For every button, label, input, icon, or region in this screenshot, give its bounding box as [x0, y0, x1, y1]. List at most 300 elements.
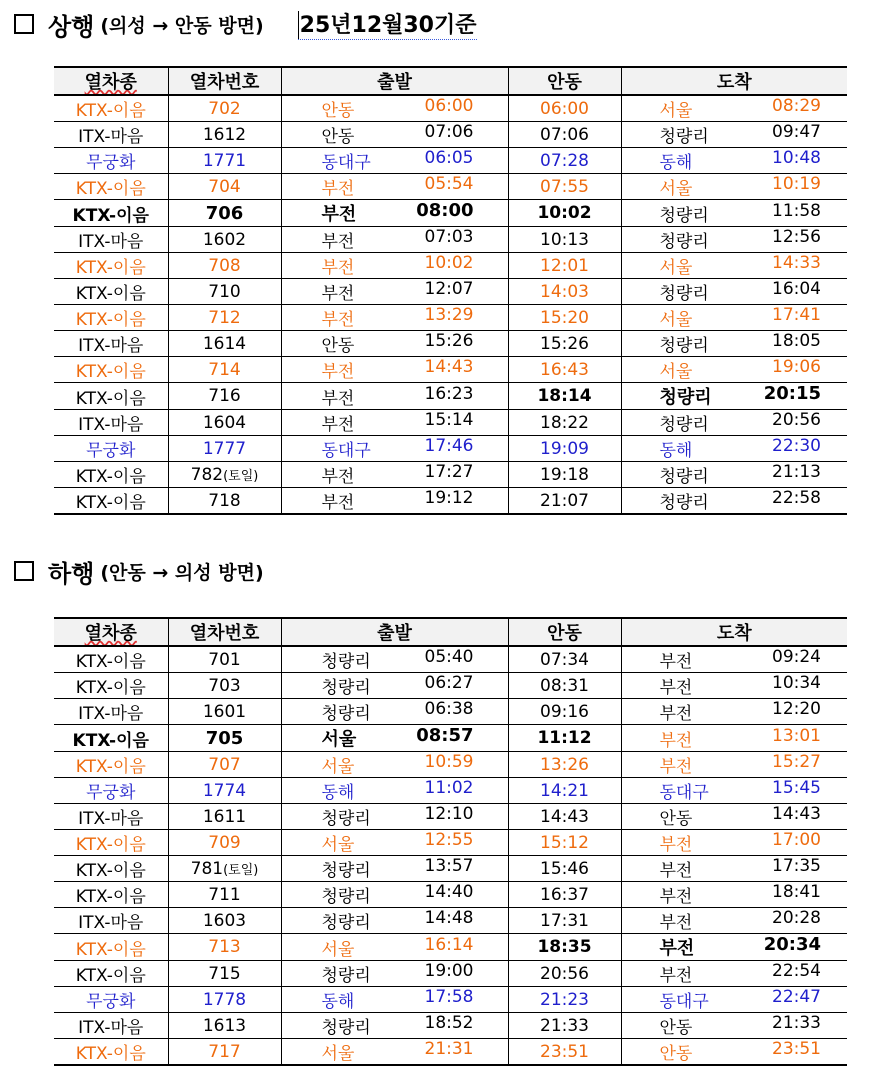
table-row: [54, 174, 847, 200]
table-row: [54, 856, 847, 882]
arrival-time: 15:27: [772, 752, 821, 772]
cell-departure: [281, 305, 508, 331]
departure-station: 서울: [321, 757, 355, 777]
cell-arrival: [621, 882, 847, 908]
table-row: [54, 253, 847, 279]
cell-train-type: ITX-마음: [54, 410, 168, 436]
departure-station: 부전: [321, 362, 355, 382]
table-row: [54, 908, 847, 934]
cell-departure: [281, 778, 508, 804]
table-row: [54, 699, 847, 725]
departure-station: 서울: [321, 729, 357, 750]
cell-andong-time: 14:43: [508, 804, 621, 830]
cell-andong-time: 19:18: [508, 462, 621, 488]
cell-departure: [281, 830, 508, 856]
departure-time: 12:55: [424, 830, 474, 850]
arrival-time: 22:58: [772, 488, 821, 508]
cell-arrival: [621, 331, 847, 357]
train-number: 1774: [202, 780, 247, 801]
cell-departure: [281, 357, 508, 383]
cell-train-type: KTX-이음: [54, 856, 168, 882]
train-number: 1611: [202, 806, 247, 827]
cell-train-number: [168, 331, 281, 357]
train-number: 713: [208, 937, 241, 957]
train-number: 714: [208, 359, 241, 380]
cell-train-type: KTX-이음: [54, 673, 168, 699]
table-row: [54, 148, 847, 174]
cell-train-number: [168, 436, 281, 462]
cell-departure: [281, 488, 508, 515]
arrival-time: 20:28: [772, 908, 821, 928]
train-number: 704: [208, 176, 241, 197]
arrival-station: 동해: [659, 441, 693, 461]
arrival-station: 청량리: [659, 467, 709, 487]
cell-andong-time: 07:28: [508, 148, 621, 174]
arrival-station: 서울: [659, 258, 693, 278]
arrival-time: 19:06: [772, 357, 821, 377]
table-row: [54, 227, 847, 253]
departure-station: 서울: [321, 1044, 355, 1064]
down-timetable: [54, 617, 847, 1066]
checkbox-square-icon: [14, 561, 34, 581]
table-row: [54, 1039, 847, 1066]
departure-station: 동대구: [321, 441, 371, 461]
cell-andong-time: 17:31: [508, 908, 621, 934]
cell-andong-time: 19:09: [508, 436, 621, 462]
train-number: 703: [208, 675, 241, 696]
train-number: 1614: [202, 333, 247, 354]
arrival-station: 부전: [659, 887, 693, 907]
train-number: 711: [208, 884, 241, 905]
down-title: 하행: [48, 559, 95, 588]
cell-arrival: [621, 148, 847, 174]
departure-station: 안동: [321, 127, 355, 147]
cell-departure: [281, 1039, 508, 1066]
cell-train-type: KTX-이음: [54, 488, 168, 515]
cell-andong-time: 13:26: [508, 752, 621, 778]
departure-time: 06:05: [424, 148, 474, 168]
departure-time: 07:06: [424, 122, 474, 142]
departure-station: 청량리: [321, 913, 371, 933]
cell-train-type: KTX-이음: [54, 95, 168, 122]
table-row: [54, 673, 847, 699]
departure-time: 12:07: [424, 279, 474, 299]
reference-date: 25년12월30기준: [298, 8, 477, 40]
cell-train-type: KTX-이음: [54, 279, 168, 305]
train-number: 712: [208, 307, 241, 328]
cell-train-number: [168, 200, 281, 227]
cell-train-type: KTX-이음: [54, 1039, 168, 1066]
departure-station: 부전: [321, 415, 355, 435]
cell-train-type: KTX-이음: [54, 357, 168, 383]
train-number: 1613: [202, 1015, 247, 1036]
cell-andong-time: 15:20: [508, 305, 621, 331]
cell-train-type: ITX-마음: [54, 227, 168, 253]
cell-arrival: [621, 934, 847, 961]
departure-station: 부전: [321, 204, 357, 225]
header-train-type: 열차종: [54, 618, 168, 646]
cell-andong-time: 23:51: [508, 1039, 621, 1066]
cell-arrival: [621, 908, 847, 934]
cell-train-number: [168, 987, 281, 1013]
cell-arrival: [621, 987, 847, 1013]
arrival-time: 20:34: [763, 934, 821, 955]
cell-andong-time: 07:55: [508, 174, 621, 200]
departure-time: 14:43: [424, 357, 474, 377]
cell-departure: [281, 436, 508, 462]
header-andong: 안동: [508, 618, 621, 646]
cell-arrival: [621, 778, 847, 804]
cell-train-type: KTX-이음: [54, 882, 168, 908]
arrival-station: 서울: [659, 101, 693, 121]
cell-train-number: [168, 227, 281, 253]
arrival-station: 청량리: [659, 336, 709, 356]
train-number: 706: [205, 202, 244, 224]
table-row: [54, 882, 847, 908]
train-number: 1603: [202, 910, 247, 931]
arrival-time: 08:29: [772, 96, 821, 116]
departure-station: 안동: [321, 336, 355, 356]
cell-departure: [281, 804, 508, 830]
departure-time: 14:40: [424, 882, 474, 902]
cell-train-type: ITX-마음: [54, 122, 168, 148]
departure-time: 17:46: [424, 436, 474, 456]
departure-time: 06:27: [424, 673, 474, 693]
departure-time: 15:14: [424, 410, 474, 430]
cell-departure: [281, 148, 508, 174]
cell-departure: [281, 856, 508, 882]
table-row: [54, 331, 847, 357]
arrival-station: 청량리: [659, 127, 709, 147]
arrival-time: 21:33: [772, 1013, 821, 1033]
cell-andong-time: 06:00: [508, 95, 621, 122]
departure-station: 부전: [321, 310, 355, 330]
train-number: 707: [208, 754, 241, 775]
cell-arrival: [621, 804, 847, 830]
departure-time: 14:48: [424, 908, 474, 928]
departure-time: 15:26: [424, 331, 474, 351]
arrival-station: 안동: [659, 1044, 693, 1064]
arrival-time: 13:01: [772, 725, 821, 746]
cell-train-type: KTX-이음: [54, 830, 168, 856]
table-row: [54, 488, 847, 515]
cell-train-type: KTX-이음: [54, 305, 168, 331]
cell-train-type: ITX-마음: [54, 1013, 168, 1039]
cell-andong-time: 18:14: [508, 383, 621, 410]
cell-arrival: [621, 462, 847, 488]
train-number: 1604: [202, 412, 247, 433]
arrival-station: 부전: [659, 652, 693, 672]
cell-arrival: [621, 646, 847, 673]
cell-arrival: [621, 305, 847, 331]
arrival-time: 10:48: [772, 148, 821, 168]
cell-train-number: [168, 488, 281, 515]
arrival-station: 부전: [659, 938, 695, 959]
arrival-station: 청량리: [659, 415, 709, 435]
arrival-station: 동대구: [659, 783, 709, 803]
cell-departure: [281, 95, 508, 122]
cell-train-number: [168, 410, 281, 436]
arrival-time: 22:47: [772, 987, 821, 1007]
departure-station: 부전: [321, 467, 355, 487]
cell-train-number: [168, 279, 281, 305]
cell-train-number: [168, 934, 281, 961]
cell-departure: [281, 961, 508, 987]
cell-train-number: [168, 148, 281, 174]
cell-andong-time: 10:13: [508, 227, 621, 253]
departure-station: 동해: [321, 992, 355, 1012]
train-number: 1777: [202, 438, 247, 459]
table-row: [54, 934, 847, 961]
cell-train-number: [168, 1039, 281, 1066]
cell-train-number: [168, 830, 281, 856]
cell-train-type: KTX-이음: [54, 646, 168, 673]
table-row: [54, 122, 847, 148]
cell-train-number: [168, 357, 281, 383]
arrival-time: 14:43: [772, 804, 821, 824]
arrival-time: 20:56: [772, 410, 821, 430]
cell-departure: [281, 882, 508, 908]
departure-time: 19:12: [424, 488, 474, 508]
train-number: 1778: [202, 989, 247, 1010]
departure-time: 17:27: [424, 462, 474, 482]
departure-station: 청량리: [321, 652, 371, 672]
arrival-time: 23:51: [772, 1039, 821, 1059]
header-departure: 출발: [281, 67, 508, 95]
cell-train-number: [168, 1013, 281, 1039]
train-number: 718: [208, 490, 241, 511]
table-row: [54, 200, 847, 227]
cell-departure: [281, 410, 508, 436]
cell-arrival: [621, 1013, 847, 1039]
departure-station: 부전: [321, 284, 355, 304]
departure-time: 10:59: [424, 752, 474, 772]
cell-departure: [281, 279, 508, 305]
cell-arrival: [621, 673, 847, 699]
cell-arrival: [621, 253, 847, 279]
cell-departure: [281, 383, 508, 410]
departure-station: 청량리: [321, 678, 371, 698]
table-row: [54, 987, 847, 1013]
cell-departure: [281, 227, 508, 253]
cell-arrival: [621, 725, 847, 752]
cell-train-number: [168, 778, 281, 804]
departure-station: 청량리: [321, 887, 371, 907]
arrival-time: 21:13: [772, 462, 821, 482]
cell-arrival: [621, 961, 847, 987]
arrival-station: 청량리: [659, 232, 709, 252]
cell-departure: [281, 174, 508, 200]
departure-time: 05:54: [424, 174, 474, 194]
departure-time: 11:02: [424, 778, 474, 798]
arrival-station: 청량리: [659, 387, 712, 408]
cell-departure: [281, 987, 508, 1013]
table-row: [54, 436, 847, 462]
cell-andong-time: 10:02: [508, 200, 621, 227]
weekend-note: (토일): [223, 468, 259, 484]
header-train-type: 열차종: [54, 67, 168, 95]
departure-time: 12:10: [424, 804, 474, 824]
header-arrival: 도착: [621, 67, 847, 95]
down-heading: [14, 554, 264, 588]
cell-train-number: [168, 673, 281, 699]
cell-arrival: [621, 227, 847, 253]
cell-train-type: KTX-이음: [54, 961, 168, 987]
cell-departure: [281, 934, 508, 961]
cell-departure: [281, 752, 508, 778]
arrival-station: 부전: [659, 678, 693, 698]
departure-time: 06:38: [424, 699, 474, 719]
cell-train-type: ITX-마음: [54, 331, 168, 357]
departure-time: 05:40: [424, 647, 474, 667]
cell-departure: [281, 908, 508, 934]
cell-train-type: KTX-이음: [54, 174, 168, 200]
cell-andong-time: 16:37: [508, 882, 621, 908]
cell-train-number: [168, 174, 281, 200]
departure-time: 16:14: [424, 934, 474, 955]
cell-andong-time: 21:23: [508, 987, 621, 1013]
table-row: [54, 462, 847, 488]
up-timetable: [54, 66, 847, 515]
departure-station: 부전: [321, 232, 355, 252]
cell-arrival: [621, 279, 847, 305]
cell-train-number: [168, 699, 281, 725]
departure-station: 부전: [321, 258, 355, 278]
departure-station: 서울: [321, 835, 355, 855]
cell-andong-time: 18:22: [508, 410, 621, 436]
cell-arrival: [621, 488, 847, 515]
departure-time: 16:23: [424, 383, 474, 404]
header-arrival: 도착: [621, 618, 847, 646]
arrival-station: 부전: [659, 704, 693, 724]
departure-station: 부전: [321, 179, 355, 199]
train-number: 701: [208, 649, 241, 670]
arrival-station: 서울: [659, 310, 693, 330]
arrival-time: 15:45: [772, 778, 821, 798]
cell-train-type: 무궁화: [54, 436, 168, 462]
departure-station: 청량리: [321, 861, 371, 881]
cell-andong-time: 14:21: [508, 778, 621, 804]
departure-station: 청량리: [321, 1018, 371, 1038]
arrival-station: 안동: [659, 809, 693, 829]
train-number: 1612: [202, 124, 247, 145]
departure-time: 07:03: [424, 227, 474, 247]
table-row: [54, 1013, 847, 1039]
train-number: 781: [190, 858, 224, 879]
table-row: [54, 357, 847, 383]
train-number: 716: [208, 386, 241, 406]
cell-train-type: KTX-이음: [54, 725, 168, 752]
cell-train-type: KTX-이음: [54, 253, 168, 279]
arrival-station: 동대구: [659, 992, 709, 1012]
cell-departure: [281, 253, 508, 279]
cell-train-number: [168, 804, 281, 830]
arrival-station: 부전: [659, 861, 693, 881]
arrival-time: 16:04: [772, 279, 821, 299]
table-row: [54, 725, 847, 752]
table-row: [54, 383, 847, 410]
arrival-time: 10:19: [772, 174, 821, 194]
cell-train-type: KTX-이음: [54, 934, 168, 961]
train-number: 1601: [202, 701, 247, 722]
arrival-station: 부전: [659, 913, 693, 933]
cell-andong-time: 16:43: [508, 357, 621, 383]
up-heading: [14, 7, 477, 41]
cell-andong-time: 15:26: [508, 331, 621, 357]
cell-train-number: [168, 95, 281, 122]
cell-train-type: ITX-마음: [54, 804, 168, 830]
header-train-number: 열차번호: [168, 618, 281, 646]
train-number: 708: [208, 255, 241, 276]
weekend-note: (토일): [223, 862, 259, 878]
train-number: 705: [205, 727, 244, 749]
arrival-station: 부전: [659, 757, 693, 777]
cell-train-number: [168, 646, 281, 673]
table-row: [54, 752, 847, 778]
cell-arrival: [621, 383, 847, 410]
header-andong: 안동: [508, 67, 621, 95]
departure-station: 동해: [321, 783, 355, 803]
cell-arrival: [621, 95, 847, 122]
arrival-time: 17:00: [772, 830, 821, 850]
arrival-time: 20:15: [763, 383, 821, 404]
down-direction: (안동 → 의성 방면): [100, 561, 264, 584]
departure-time: 18:52: [424, 1013, 474, 1033]
train-number: 1771: [202, 150, 247, 171]
departure-time: 10:02: [424, 253, 474, 273]
arrival-time: 17:41: [772, 305, 821, 325]
train-number: 710: [208, 281, 241, 302]
table-row: [54, 961, 847, 987]
cell-train-type: ITX-마음: [54, 699, 168, 725]
cell-train-number: [168, 383, 281, 410]
cell-arrival: [621, 174, 847, 200]
arrival-station: 부전: [659, 966, 693, 986]
cell-train-type: 무궁화: [54, 778, 168, 804]
cell-andong-time: 15:12: [508, 830, 621, 856]
cell-train-type: KTX-이음: [54, 200, 168, 227]
cell-andong-time: 11:12: [508, 725, 621, 752]
train-number: 709: [208, 832, 241, 853]
cell-arrival: [621, 410, 847, 436]
cell-arrival: [621, 752, 847, 778]
arrival-time: 12:56: [772, 227, 821, 247]
cell-andong-time: 09:16: [508, 699, 621, 725]
cell-arrival: [621, 856, 847, 882]
departure-time: 13:57: [424, 856, 474, 876]
cell-train-type: KTX-이음: [54, 383, 168, 410]
cell-andong-time: 18:35: [508, 934, 621, 961]
up-direction: (의성 → 안동 방면): [100, 14, 264, 37]
arrival-time: 09:24: [772, 647, 821, 667]
table-row: [54, 830, 847, 856]
table-row: [54, 305, 847, 331]
cell-arrival: [621, 436, 847, 462]
arrival-station: 부전: [659, 835, 693, 855]
departure-station: 청량리: [321, 704, 371, 724]
departure-station: 부전: [321, 388, 355, 409]
departure-station: 서울: [321, 939, 355, 960]
arrival-station: 청량리: [659, 284, 709, 304]
departure-time: 21:31: [424, 1039, 474, 1059]
cell-train-number: [168, 253, 281, 279]
cell-train-type: ITX-마음: [54, 908, 168, 934]
cell-arrival: [621, 830, 847, 856]
departure-station: 동대구: [321, 153, 371, 173]
cell-train-type: KTX-이음: [54, 752, 168, 778]
cell-andong-time: 15:46: [508, 856, 621, 882]
departure-station: 청량리: [321, 966, 371, 986]
